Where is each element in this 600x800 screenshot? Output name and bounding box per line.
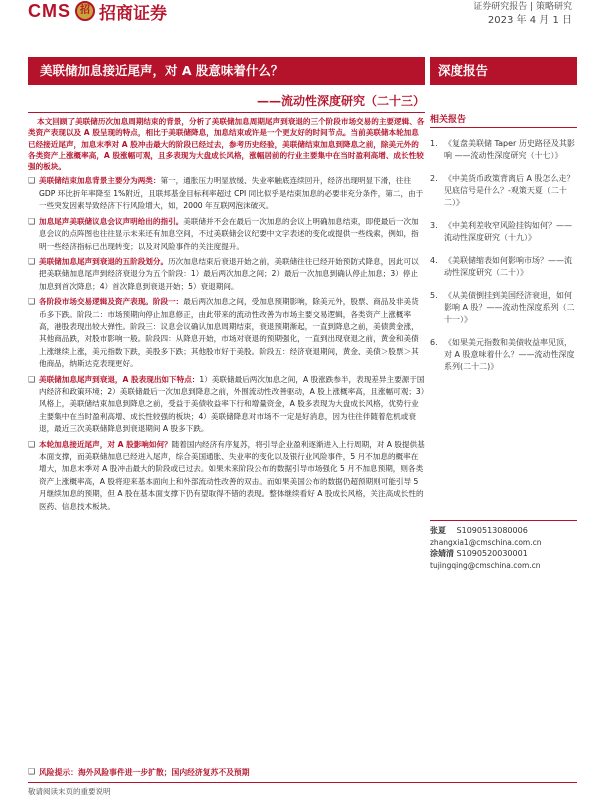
item-text: 历次加息结束后衰退开始之前，美联储往往已经开始预防式降息，因此可以把美联储加息尾声到经济衰退分为五个阶段：1）最后两次加息之间；2）最后一次加息到确认停止加息；3）停止加息到首次降息；4）首次降息到衰退开始；5）衰退期间。: [39, 256, 419, 291]
analyst-name: 张夏: [430, 526, 446, 535]
logo-text-en: CMS: [28, 0, 71, 21]
related-report-item[interactable]: [430, 290, 577, 326]
list-item: [28, 374, 425, 436]
list-item: [28, 256, 425, 293]
related-report-title: 《中美货币政策背离后 A 股怎么走？见底信号是什么？-观策天夏（二十二）》: [444, 174, 575, 207]
bullet-icon: ❑: [28, 374, 36, 384]
item-text: 1）美联储最后两次加息之间，A 股涨跌参半，表现差异主要源于国内经济和政策环境；2）美联储最后一次加息到降息之前，外围流动性改善驱动，A 股上涨概率高，且涨幅可观；3）风格上，美联储结束加息到降息之前，受益于美债收益率下行和增量资金，A 股多表现为大盘成长风格，优势行业主要集中在当时盈利高增、成长性较强的板块；4）美联储降息对市场不一定是好消息，因为往往伴随着危机或衰退，最近三次美联储降息到衰退期间 A 股多下跌。: [39, 374, 425, 434]
related-reports-heading: 相关报告: [430, 112, 577, 128]
list-item: [28, 296, 425, 370]
item-text: 随着国内经济有序复苏，将引导企业盈利逐渐进入上行周期，对 A 股提供基本面支撑，而美联储加息已经进入尾声，综合美国通胀、失业率的变化以及银行业风险事件，5 月不加息的概率在增大，加息末季对 A 股冲击最大的阶段或已过去。如果未来阶段公布的数据引导市场强化 5 月不加息预期，则各类资产上涨概率高，A 股将迎来基本面向上和外部流动性改善的双击。而如果美国公布的数据仍超预期则可能引导 5 月继续加息的预期，但 A 股在基本面支撑下仍有望取得不错的表现。整体继续看好 A 股成长风格，关注高成长性的医药、信息技术板块。: [39, 439, 425, 511]
risk-text: 海外风险事件进一步扩散；国内经济复苏不及预期: [77, 768, 250, 777]
list-item: [28, 439, 425, 513]
item-heading: 美联储加息尾声到衰退的五阶段划分。: [39, 256, 169, 266]
bullet-icon: ❑: [28, 176, 36, 186]
bullet-icon: ❑: [28, 256, 36, 266]
related-report-number: 1.: [430, 139, 438, 148]
related-report-title: 《如果美元指数和美债收益率见顶，对 A 股意味着什么？——流动性深度系列(二十二)》: [444, 338, 575, 371]
report-date: 2023 年 4 月 1 日: [487, 15, 572, 26]
analyst-code: S1090520030001: [456, 549, 528, 558]
related-report-item[interactable]: [430, 220, 577, 244]
item-heading: 本轮加息接近尾声，对 A 股影响如何？: [39, 439, 172, 449]
analyst-name: 涂婧清: [430, 549, 454, 558]
main-content: [28, 112, 425, 516]
list-item: [28, 175, 425, 212]
bullet-icon: ❑: [28, 439, 36, 449]
header-meta: [473, 0, 572, 28]
bullet-icon: ❑: [28, 216, 36, 226]
logo-badge-icon: 招: [75, 1, 95, 21]
logo-text-cn: 招商证券: [99, 3, 167, 24]
report-type: 证券研究报告 | 策略研究: [473, 2, 572, 12]
bullet-icon: ❑: [28, 297, 36, 307]
related-report-title: 《从美债倒挂到美国经济衰退，如何影响 A 股？——流动性深度系列（二十一）》: [444, 291, 575, 324]
analyst-row: [430, 548, 577, 560]
related-report-number: 5.: [430, 291, 438, 300]
analyst-email[interactable]: zhangxia1@cmschina.com.cn: [430, 537, 542, 547]
related-report-item[interactable]: [430, 138, 577, 162]
related-report-item[interactable]: [430, 255, 577, 279]
summary-paragraph: 本文回顾了美联储历次加息周期结束的背景，分析了美联储加息周期尾声到衰退的三个阶段市场交易的主要逻辑、各类资产表现以及 A 股呈现的特点，相比于美联储降息，加息结束或许是一个更友好的时间节点。当前美联储本轮加息已经接近尾声，加息末季对 A 股冲击最大的阶段已经过去，参考历史经验，美联储结束加息到降息之前，除美元外的各类资产上涨概率高，A 股涨幅可观，且多表现为大盘成长风格，涨幅居前的行业主要集中在当时盈利高增、成长性较强的板块。: [28, 112, 425, 172]
item-heading: 美联储结束加息背景主要分为两类：: [39, 176, 161, 186]
risk-label: 风险提示：: [39, 768, 78, 777]
related-report-title: 《复盘美联储 Taper 历史路径及其影响 ——流动性深度研究（十七）》: [444, 139, 575, 160]
related-report-number: 4.: [430, 256, 438, 265]
item-text: 第一，通胀压力明显放缓、失业率触底连续回升，经济出现明显下滑，往往 GDP 环比折年率降至 1%附近，且联邦基金目标利率超过 CPI 同比似乎是结束加息的必要非充分条件，第二，由于一些突发因素导致经济下行风险增大，如，2000 年互联网泡沫破灭。: [39, 176, 424, 211]
risk-warning: [28, 767, 425, 778]
sidebar: [430, 112, 577, 384]
related-report-number: 6.: [430, 338, 438, 347]
analyst-email[interactable]: tujingqing@cmschina.com.cn: [430, 560, 541, 570]
item-heading: 美联储加息尾声到衰退，A 股表现出如下特点：: [39, 374, 200, 384]
side-title: 深度报告: [430, 57, 577, 85]
related-report-title: 《中美利差收窄风险挂钩如何？——流动性深度研究（十九）》: [444, 221, 572, 242]
related-report-number: 3.: [430, 221, 438, 230]
item-heading: 加息尾声美联储议息会议声明给出的指引。: [39, 216, 184, 226]
related-report-title: 《美联储缩表如何影响市场？——流动性深度研究（二十）》: [444, 256, 572, 277]
company-logo: [28, 0, 167, 22]
analyst-block: [430, 520, 577, 571]
item-heading: 各阶段市场交易逻辑及资产表现。阶段一：: [39, 297, 184, 307]
report-title: 美联储加息接近尾声，对 A 股意味着什么？: [28, 57, 425, 85]
footer-divider: [28, 782, 577, 783]
bullet-icon: ❑: [28, 767, 36, 776]
analyst-code: S1090513080006: [456, 526, 528, 535]
item-text: 美联储并不会在最后一次加息的会议上明确加息结束，即使最后一次加息会议的点阵图也往往显示未来还有加息空间，不过美联储会议纪要中文字表述的变化或提供一些线索，例如，指明一些经济指标已出现转变；以及对风险事件的关注度提升。: [39, 216, 419, 251]
list-item: [28, 216, 425, 253]
related-report-number: 2.: [430, 174, 438, 183]
footer-note: 敬请阅读末页的重要说明: [28, 787, 111, 796]
analyst-row: [430, 525, 577, 537]
related-report-item[interactable]: [430, 337, 577, 373]
report-subtitle: ——流动性深度研究（二十三）: [256, 94, 425, 108]
related-report-item[interactable]: [430, 173, 577, 209]
item-text: 最后两次加息之间，受加息预期影响，除美元外，股票、商品及非美货币多下跌。阶段二：市场预期向停止加息修正，由此带来的流动性改善为市场主要交易逻辑，各类资产上涨概率高，港股表现出较大弹性。阶段三：议息会议确认加息周期结束，衰退预期渐起，一直到降息之前，美债黄金涨，其他商品跌，对股市影响一般。阶段四：从降息开始，市场对衰退的预期强化，一直到出现衰退之前，黄金和美债上涨继续上涨，美元指数下跌，美股多下跌；其他股市好于美股。阶段五：经济衰退期间，黄金、美债＞股票＞其他商品，纳斯达克表现更好。: [39, 297, 419, 369]
page-header: [0, 0, 600, 40]
